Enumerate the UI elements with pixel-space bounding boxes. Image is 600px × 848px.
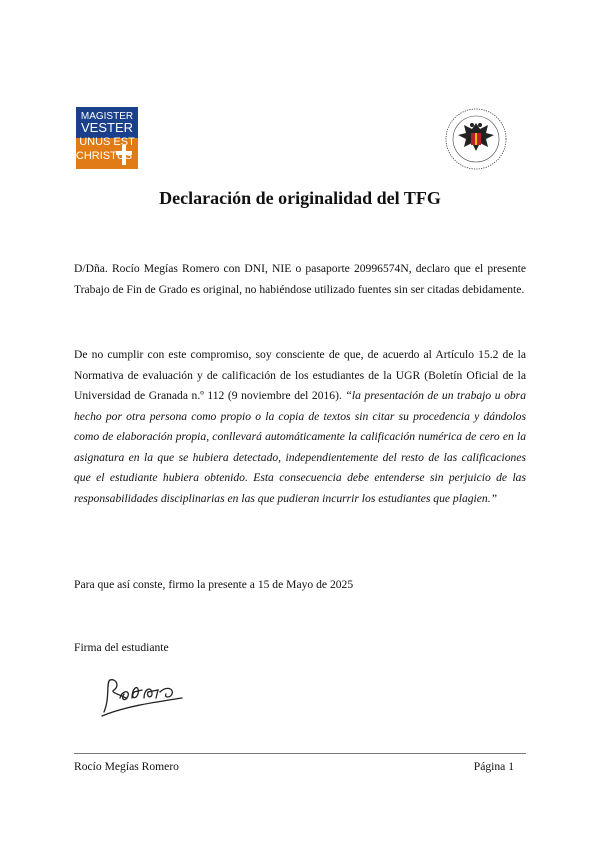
regulation-quote: “la presentación de un trabajo u obra hecho por otra persona como propio o la copia de textos sin citar su procedencia y dándolos como de elaboración propia, conllevará automáticamente la calificación numérica de cero en la asignatura en la que se hubiera detectado, independientemente del resto de las calificaciones que el estudiante hubiera obtenido. Esta consecuencia debe entenderse sin perjuicio de las responsabilidades disciplinarias en las que pudieran incurrir los estudiantes que plagien.” — [74, 389, 526, 505]
svg-text:MAGISTER: MAGISTER — [80, 111, 134, 122]
svg-text:VESTER: VESTER — [80, 120, 134, 135]
footer-author: Rocío Megías Romero — [74, 760, 179, 773]
svg-text:UNUS EST: UNUS EST — [79, 136, 135, 148]
page-title: Declaración de originalidad del TFG — [159, 188, 441, 208]
signature-label: Firma del estudiante — [74, 641, 169, 654]
university-motto-logo — [76, 107, 138, 169]
signing-statement: Para que así conste, firmo la presente a 15 de Mayo de 2025 — [74, 578, 354, 591]
footer-divider — [74, 753, 526, 754]
ugr-eagle-seal-icon — [444, 107, 508, 171]
regulation-text: De no cumplir con este compromiso, soy consciente de que, de acuerdo al Artículo 15.2 de la Normativa de evaluación y de calificación de los estudiantes de la UGR (Boletín Oficial de la Universidad de Granada n.º 112 (9 noviembre del 2016). — [74, 348, 526, 402]
page-number: Página 1 — [473, 760, 514, 773]
regulation-paragraph — [74, 345, 526, 509]
svg-text:CHRISTUS: CHRISTUS — [76, 150, 133, 162]
declaration-paragraph: D/Dña. Rocío Megías Romero con DNI, NIE o pasaporte 20996574N, declaro que el presente Trabajo de Fin de Grado es original, no habiéndose utilizado fuentes sin ser citadas debidamente. — [74, 262, 526, 296]
handwritten-signature — [96, 668, 186, 720]
